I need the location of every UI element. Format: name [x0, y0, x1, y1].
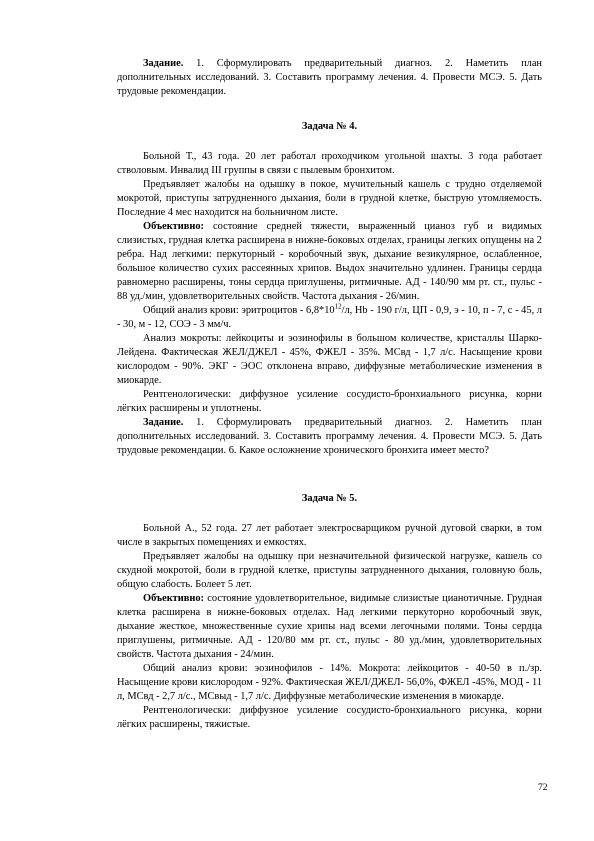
- task4-blood-sup: 12: [334, 302, 342, 311]
- task5-xray: Рентгенологически: диффузное усиление сосудисто-бронхиального рисунка, корни лёгких расширены, тяжистые.: [117, 705, 542, 730]
- task4-xray: Рентгенологически: диффузное усиление сосудисто-бронхиального рисунка, корни лёгких расширены и уплотнены.: [117, 389, 542, 414]
- task4-blood-before: Общий анализ крови: эритроцитов - 6,8*10: [143, 305, 335, 316]
- task4-objective: [117, 220, 542, 304]
- assignment-text: 1. Сформулировать предварительный диагноз. 2. Наметить план дополнительных исследований. 3. Составить программу лечения. 4. Провести МСЭ. 5. Дать трудовые рекомендации.: [117, 58, 542, 97]
- task4-assignment-label: Задание.: [143, 417, 184, 428]
- task4-blood: [117, 304, 542, 332]
- task4-sputum: Анализ мокроты: лейкоциты и эозинофилы в большом количестве, кристаллы Шарко-Лейдена. Фактическая ЖЕЛ/ДЖЕЛ - 45%, ФЖЕЛ - 35%. МСвд - 1,7 л/с. Насыщение крови кислородом - 90%. ЭКГ - ЭОС отклонена вправо, диффузные метаболические изменения в миокарде.: [117, 333, 542, 386]
- page-number: 72: [538, 783, 548, 793]
- assignment-label: Задание.: [143, 58, 184, 69]
- task5-objective: [117, 592, 542, 662]
- task5-body: [117, 522, 542, 732]
- assignment-block-top: [117, 57, 542, 99]
- task5-complaints: Предъявляет жалобы на одышку при незначительной физической нагрузке, кашель со скудной мокротой, боли в грудной клетке, приступы затрудненного дыхания, головную боль, общую слабость. Болеет 5 лет.: [117, 551, 542, 590]
- assignment-paragraph: [117, 57, 542, 99]
- task4-history: Больной Т., 43 года. 20 лет работал проходчиком угольной шахты. 3 года работает стволовым. Инвалид III группы в связи с пылевым бронхитом.: [117, 151, 542, 176]
- task5-history: Больной А., 52 года. 27 лет работает электросварщиком ручной дуговой сварки, в том числе в закрытых помещениях и емкостях.: [117, 523, 542, 548]
- task4-blood-after: /л, Hb - 190 г/л, ЦП - 0,9, э - 10, п - 7, с - 45, л - 30, м - 12, СОЭ - 3 мм/ч.: [117, 305, 542, 330]
- task4-complaints: Предъявляет жалобы на одышку в покое, мучительный кашель с трудно отделяемой мокротой, приступы затрудненного дыхания, боли в грудной клетке, быструю утомляемость. Последние 4 мес находится на больничном листе.: [117, 179, 542, 218]
- task4-objective-label: Объективно:: [143, 221, 205, 232]
- task5-objective-label: Объективно:: [143, 593, 205, 604]
- task4-assignment-text: 1. Сформулировать предварительный диагноз. 2. Наметить план дополнительных исследований. 3. Составить программу лечения. 4. Провести МСЭ. 5. Дать трудовые рекомендации. 6. Какое осложнение хронического бронхита имеет место?: [117, 417, 542, 456]
- task4-assignment: [117, 416, 542, 458]
- task5-heading: Задача № 5.: [301, 493, 358, 504]
- task5-blood: Общий анализ крови: эозинофилов - 14%. Мокрота: лейкоцитов - 40-50 в п./зр. Насыщение крови кислородом - 92%. Фактическая ЖЕЛ/ДЖЕЛ- 56,0%, ФЖЕЛ -45%, МОД - 11 л, МСвд - 2,7 л/с., МСвыд - 1,7 л/с. Диффузные метаболические изменения в миокарде.: [117, 663, 542, 702]
- task4-body: [117, 150, 542, 458]
- task5-objective-text: состояние удовлетворительное, видимые слизистые цианотичные. Грудная клетка расширена в нижне-боковых отделах. Над легкими перкуторно коробочный звук, дыхание жесткое, множественные сухие хрипы над всеми легочными полями. Тоны сердца приглушены, ритмичные. АД - 120/80 мм рт. ст., пульс - 80 уд./мин, удовлетворительных свойств. Частота дыхания - 24/мин.: [117, 593, 542, 660]
- task4-objective-text: состояние средней тяжести, выраженный цианоз губ и видимых слизистых, грудная клетка расширена в нижне-боковых отделах, границы легких опущены на 2 ребра. Над легкими: перкуторный - коробочный звук, дыхание везикулярное, ослабленное, большое количество сухих рассеянных хрипов. Выдох значительно удлинен. Границы сердца равномерно расширены, тоны сердца приглушены, ритмичные. АД - 140/90 мм рт. ст., пульс - 88 уд./мин, удовлетворительных свойств. Частота дыхания - 26/мин.: [117, 221, 542, 302]
- task4-heading: Задача № 4.: [301, 121, 358, 132]
